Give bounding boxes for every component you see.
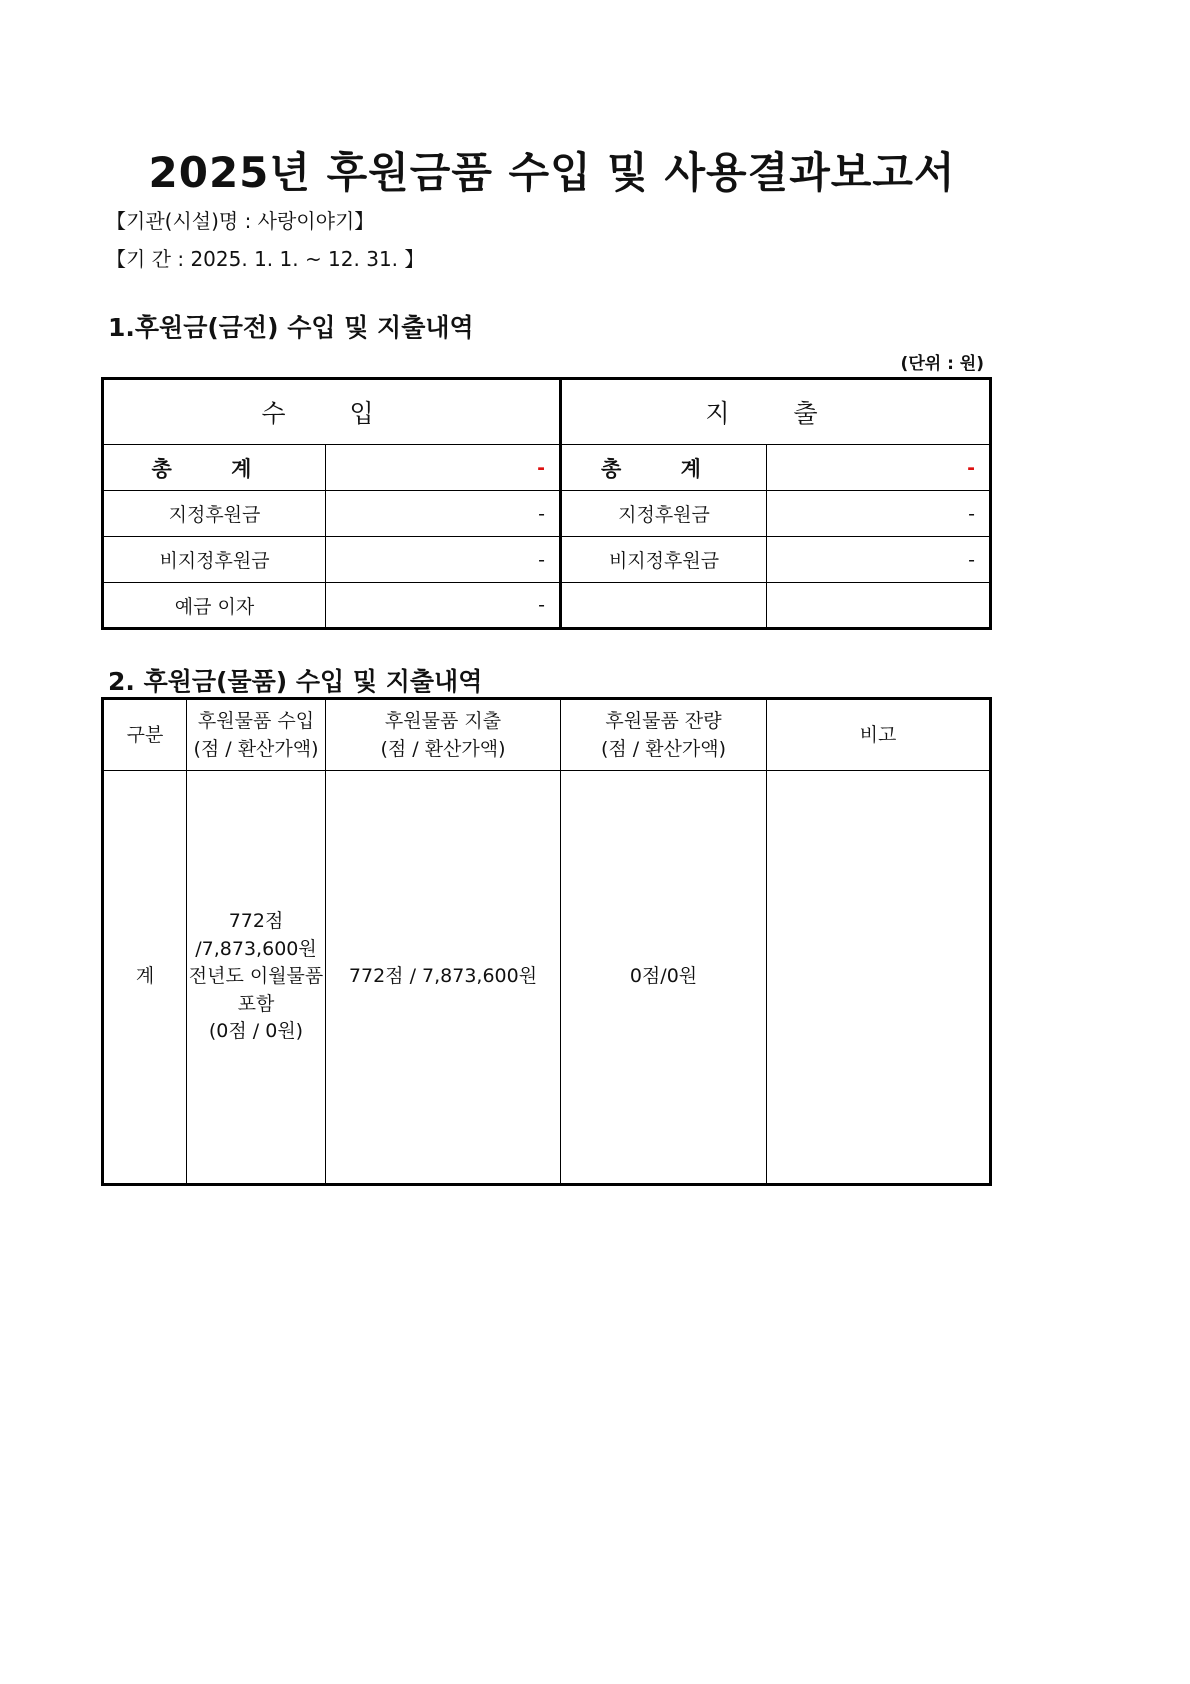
expense-row-label bbox=[561, 583, 767, 629]
organization-name: 【기관(시설)명 : 사랑이야기】 bbox=[106, 209, 375, 233]
income-row-value: - bbox=[326, 583, 561, 629]
goods-expense-cell: 772점 / 7,873,600원 bbox=[326, 771, 561, 1185]
goods-table-header-row bbox=[103, 699, 991, 771]
expense-total-label: 총 계 bbox=[561, 445, 767, 491]
expense-row-value bbox=[767, 583, 991, 629]
note-header: 비고 bbox=[767, 699, 991, 771]
goods-income-cell bbox=[187, 771, 326, 1185]
section1-title: 1.후원금(금전) 수입 및 지출내역 bbox=[108, 313, 474, 342]
goods-income-header-line1: 후원물품 수입 bbox=[197, 709, 315, 732]
expense-row-label: 지정후원금 bbox=[561, 491, 767, 537]
goods-total-row bbox=[103, 771, 991, 1185]
goods-category-cell: 계 bbox=[103, 771, 187, 1185]
income-row-label: 예금 이자 bbox=[103, 583, 326, 629]
cash-interest-row bbox=[103, 583, 991, 629]
income-header: 수 입 bbox=[103, 379, 561, 445]
goods-expense-header-line1: 후원물품 지출 bbox=[384, 709, 502, 732]
income-row-label: 비지정후원금 bbox=[103, 537, 326, 583]
section2-title: 2. 후원금(물품) 수입 및 지출내역 bbox=[108, 667, 483, 696]
goods-income-header-line2: (점 / 환산가액) bbox=[193, 738, 319, 760]
cash-total-row bbox=[103, 445, 991, 491]
unit-label: (단위 : 원) bbox=[900, 354, 984, 374]
goods-income-line: (0점 / 0원) bbox=[208, 1020, 304, 1043]
page-title: 2025년 후원금품 수입 및 사용결과보고서 bbox=[148, 148, 956, 197]
income-total-value: - bbox=[326, 445, 561, 491]
goods-income-line: 772점 bbox=[228, 910, 284, 933]
category-header: 구분 bbox=[103, 699, 187, 771]
goods-income-line: 전년도 이월물품 bbox=[188, 965, 324, 988]
expense-header: 지 출 bbox=[561, 379, 991, 445]
income-row-value: - bbox=[326, 537, 561, 583]
goods-balance-header-line2: (점 / 환산가액) bbox=[600, 738, 727, 760]
income-total-label: 총 계 bbox=[103, 445, 326, 491]
goods-note-cell bbox=[767, 771, 991, 1185]
goods-expense-header bbox=[326, 699, 561, 771]
cash-designated-row bbox=[103, 491, 991, 537]
goods-expense-header-line2: (점 / 환산가액) bbox=[380, 738, 506, 760]
expense-row-value: - bbox=[767, 537, 991, 583]
cash-undesignated-row bbox=[103, 537, 991, 583]
goods-income-line: /7,873,600원 bbox=[195, 937, 317, 960]
income-row-value: - bbox=[326, 491, 561, 537]
cash-table-header-row bbox=[103, 379, 991, 445]
goods-balance-cell: 0점/0원 bbox=[561, 771, 767, 1185]
goods-income-line: 포함 bbox=[237, 992, 275, 1015]
cash-donation-table bbox=[101, 377, 992, 630]
goods-balance-header-line1: 후원물품 잔량 bbox=[605, 709, 722, 732]
report-period: 【기 간 : 2025. 1. 1. ~ 12. 31. 】 bbox=[106, 247, 425, 271]
expense-row-label: 비지정후원금 bbox=[561, 537, 767, 583]
goods-income-header bbox=[187, 699, 326, 771]
goods-donation-table bbox=[101, 697, 992, 1186]
income-row-label: 지정후원금 bbox=[103, 491, 326, 537]
expense-row-value: - bbox=[767, 491, 991, 537]
goods-balance-header bbox=[561, 699, 767, 771]
expense-total-value: - bbox=[767, 445, 991, 491]
